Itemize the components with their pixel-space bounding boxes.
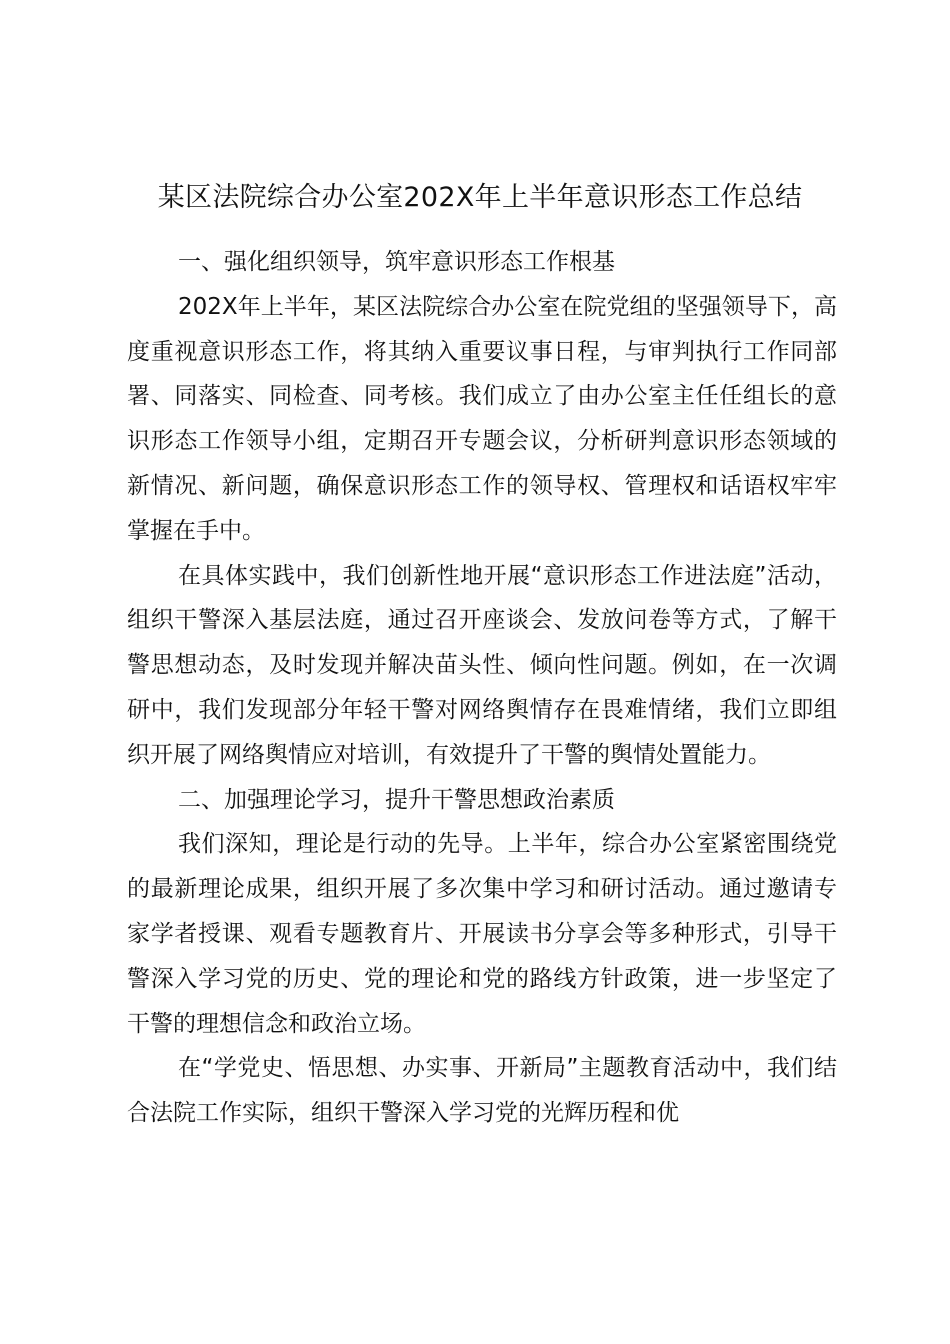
section-heading-1: 一、强化组织领导，筑牢意识形态工作根基	[178, 249, 615, 275]
document-body	[127, 240, 837, 1136]
document-title: 某区法院综合办公室202X年上半年意识形态工作总结	[157, 182, 803, 213]
section-heading-2: 二、加强理论学习，提升干警思想政治素质	[178, 786, 615, 813]
paragraph-1: 202X年上半年，某区法院综合办公室在院党组的坚强领导下，高度重视意识形态工作，将其纳入重要议事日程，与审判执行工作同部署、同落实、同检查、同考核。我们成立了由办公室主任任组长的意识形态工作领导小组，定期召开专题会议，分析研判意识形态领域的新情况、新问题，确保意识形态工作的领导权、管理权和话语权牢牢掌握在手中。	[127, 293, 837, 544]
paragraph-3: 我们深知，理论是行动的先导。上半年，综合办公室紧密围绕党的最新理论成果，组织开展了多次集中学习和研讨活动。通过邀请专家学者授课、观看专题教育片、开展读书分享会等多种形式，引导干警深入学习党的历史、党的理论和党的路线方针政策，进一步坚定了干警的理想信念和政治立场。	[127, 831, 837, 1037]
paragraph-4: 在“学党史、悟思想、办实事、开新局”主题教育活动中，我们结合法院工作实际，组织干警深入学习党的光辉历程和优	[127, 1055, 837, 1127]
paragraph-2: 在具体实践中，我们创新性地开展“意识形态工作进法庭”活动，组织干警深入基层法庭，通过召开座谈会、发放问卷等方式，了解干警思想动态，及时发现并解决苗头性、倾向性问题。例如，在一次调研中，我们发现部分年轻干警对网络舆情存在畏难情绪，我们立即组织开展了网络舆情应对培训，有效提升了干警的舆情处置能力。	[127, 562, 837, 768]
